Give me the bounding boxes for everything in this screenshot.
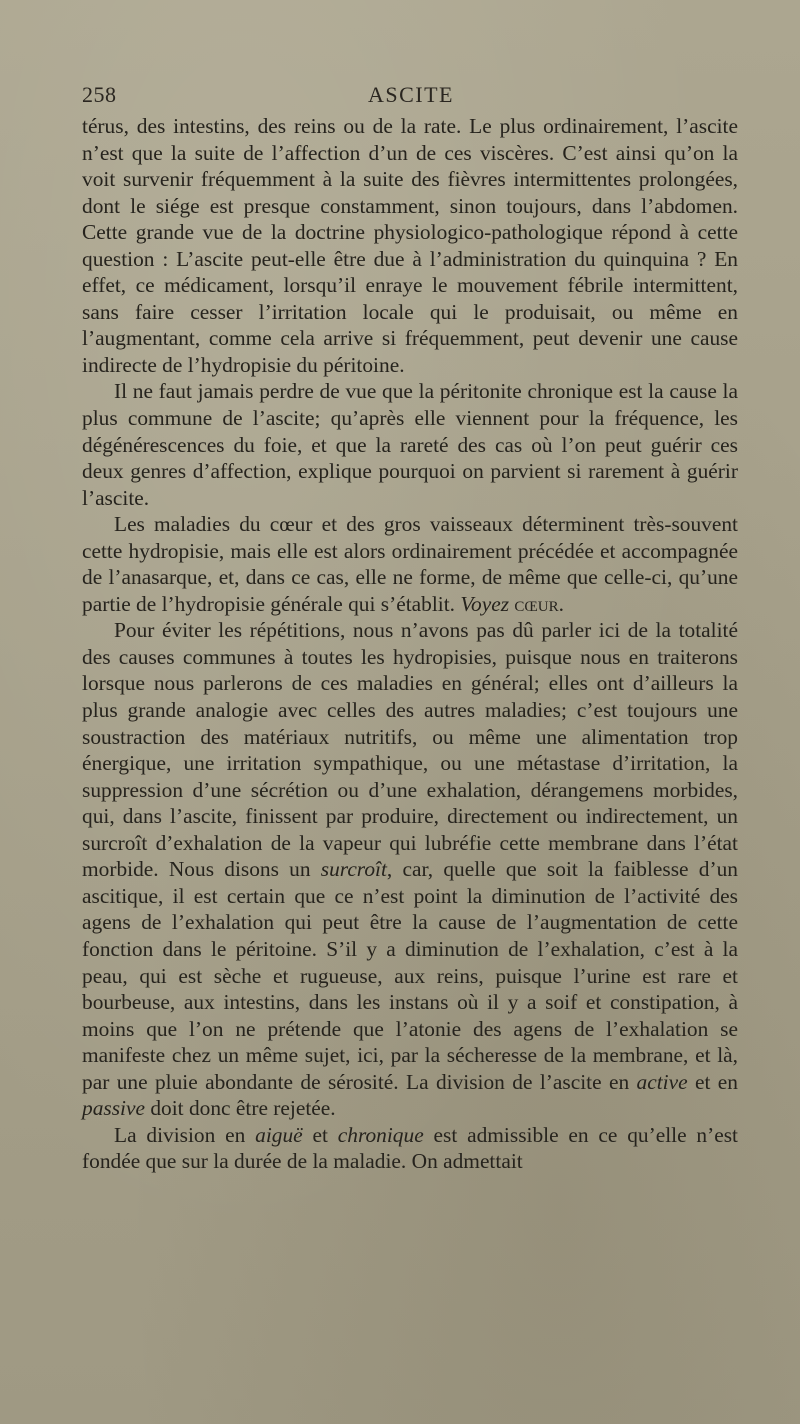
paragraph-4-text-d: doit donc être rejetée. [144, 1096, 336, 1121]
paragraph-2-text: Il ne faut jamais perdre de vue que la péritonite chronique est la cause la plus commune de l’ascite; qu’après elle viennent pour la fréquence, les dégénérescences du foie, et que la rareté des cas où l’on peut guérir ces deux genres d’affection, explique pourquoi on parvient si rarement à guérir l’ascite. [82, 379, 738, 510]
paragraph-3-period: . [558, 591, 564, 616]
paragraph-5 [82, 1122, 738, 1175]
paragraph-3-coeur: cœur [514, 591, 559, 616]
body-text [82, 113, 738, 1175]
paragraph-3 [82, 511, 738, 617]
paragraph-4-surcroit: surcroît [320, 857, 387, 882]
paragraph-4 [82, 617, 738, 1121]
paragraph-5-text-b: et [302, 1122, 338, 1147]
paragraph-5-chronique: chronique [337, 1122, 424, 1147]
paragraph-4-active: active [636, 1069, 688, 1094]
running-head: ASCITE [368, 82, 454, 107]
paragraph-3-voyez: Voyez [460, 591, 510, 616]
page-header [82, 82, 736, 112]
paragraph-3-text: Les maladies du cœur et des gros vaisseaux déterminent très-souvent cette hydropisie, mais elle est alors ordinairement précédée et accompagnée de l’anasarque, et, dans ce cas, elle ne forme, de même que celle-ci, qu’une partie de l’hydropisie générale qui s’établit. [82, 512, 738, 616]
paragraph-1-text: térus, des intestins, des reins ou de la rate. Le plus ordinairement, l’ascite n’est que la suite de l’affection d’un de ces viscères. C’est ainsi qu’on la voit survenir fréquemment à la suite des fièvres intermittentes prolongées, dont le siége est presque constamment, sinon toujours, dans l’abdomen. Cette grande vue de la doctrine physiologico-pathologique répond à cette question : L’ascite peut-elle être due à l’administration du quinquina ? En effet, ce médicament, lorsqu’il enraye le mouvement fébrile intermittent, sans faire cesser l’irritation locale qui le produisait, ou même en l’augmentant, comme cela arrive si fréquemment, peut devenir une cause indirecte de l’hydropisie du péritoine. [82, 114, 738, 377]
paragraph-5-text-a: La division en [114, 1122, 256, 1147]
paragraph-4-passive: passive [82, 1096, 145, 1121]
paragraph-5-text-c: est admissible en ce qu’elle n’est fondée que sur la durée de la maladie. On admettait [82, 1122, 738, 1174]
paragraph-5-aigue: aiguë [255, 1122, 303, 1147]
paragraph-2 [82, 378, 738, 511]
paragraph-1 [82, 113, 738, 378]
paragraph-4-text-a: Pour éviter les répétitions, nous n’avons pas dû parler ici de la totalité des causes communes à toutes les hydropisies, puisque nous en traiterons lorsque nous parlerons de ces maladies en général; elles ont d’ailleurs la plus grande analogie avec celles des autres maladies; c’est toujours une soustraction des matériaux nutritifs, ou même une alimentation trop énergique, une irritation sympathique, ou une métastase d’irritation, la suppression d’une sécrétion ou d’une exhalation, dérangemens morbides, qui, dans l’ascite, finissent par produire, directement ou indirectement, un surcroît d’exhalation de la vapeur qui lubréfie cette membrane dans l’état morbide. Nous disons un [82, 618, 738, 882]
page-number: 258 [82, 82, 117, 107]
paragraph-4-text-c: et en [687, 1069, 738, 1094]
paragraph-4-text-b: , car, quelle que soit la faiblesse d’un ascitique, il est certain que ce n’est point la diminution de l’activité des agens de l’exhalation qui peut être la cause de l’augmentation de cette fonction dans le péritoine. S’il y a diminution de l’exhalation, c’est à la peau, qui est sèche et rugueuse, aux reins, puisque l’urine est rare et bourbeuse, aux intestins, dans les instans où il y a soif et constipation, à moins que l’on ne prétende que l’atonie des agens de l’exhalation se manifeste chez un même sujet, ici, par la sécheresse de la membrane, et là, par une pluie abondante de sérosité. La division de l’ascite en [82, 857, 738, 1094]
